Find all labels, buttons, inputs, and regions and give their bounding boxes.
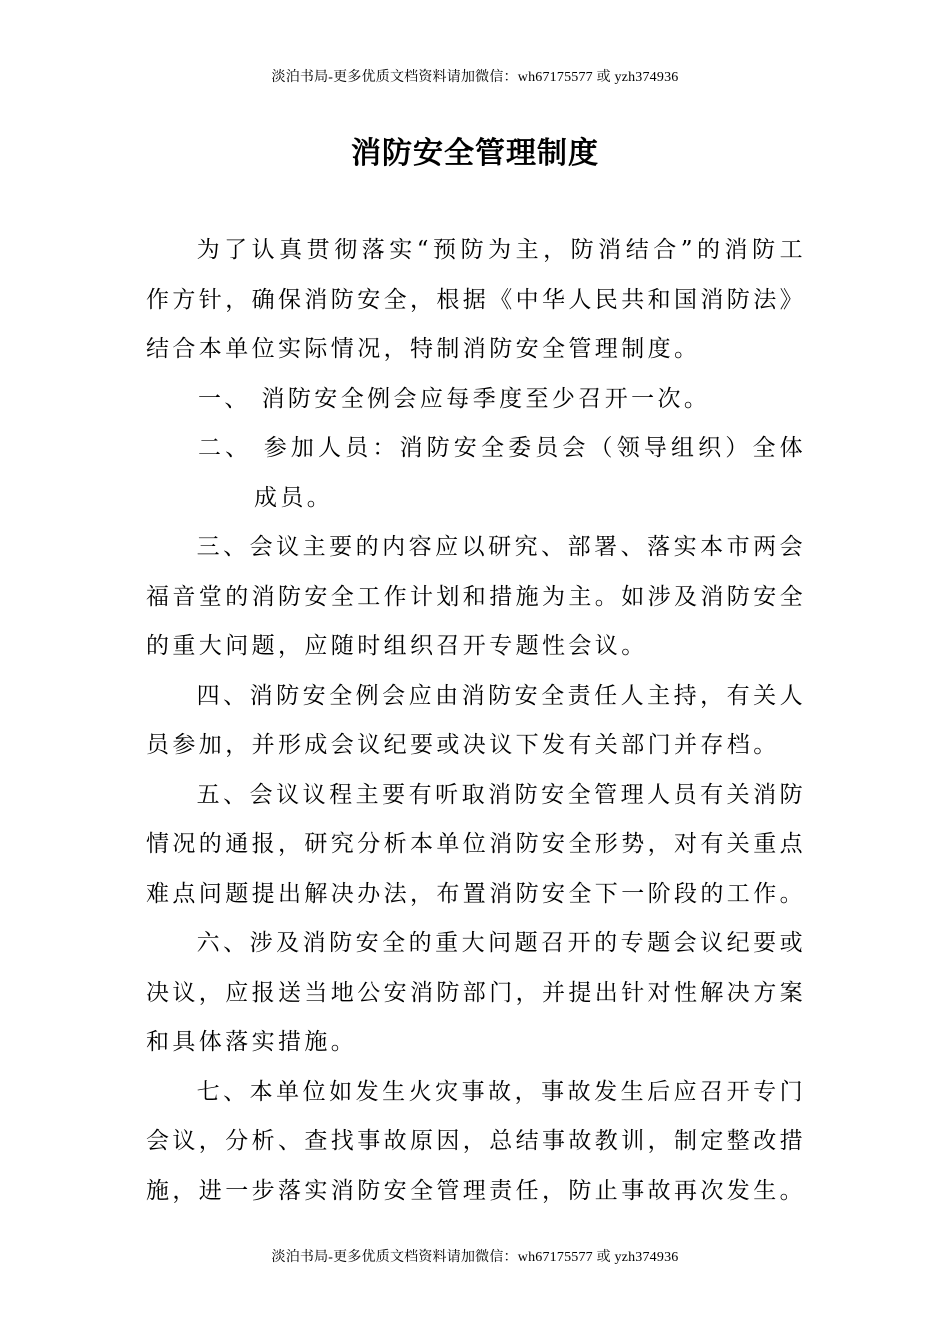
document-body [146, 226, 806, 1216]
list-item-1: 一、 消防安全例会应每季度至少召开一次。 [198, 385, 711, 412]
page-header: 淡泊书局-更多优质文档资料请加微信：wh67175577 或 yzh374936 [271, 70, 679, 85]
paragraph-7: 七、本单位如发生火灾事故，事故发生后应召开专门会议，分析、查找事故原因，总结事故教训，制定整改措施，进一步落实消防安全管理责任，防止事故再次发生。 [146, 1078, 806, 1204]
paragraph-5: 五、会议议程主要有听取消防安全管理人员有关消防情况的通报，研究分析本单位消防安全形势，对有关重点难点问题提出解决办法，布置消防安全下一阶段的工作。 [146, 781, 806, 907]
paragraph-4: 四、消防安全例会应由消防安全责任人主持，有关人员参加，并形成会议纪要或决议下发有关部门并存档。 [146, 682, 806, 758]
page-footer: 淡泊书局-更多优质文档资料请加微信：wh67175577 或 yzh374936 [271, 1250, 679, 1265]
list-item-2: 二、 参加人员：消防安全委员会（领导组织）全体成员。 [198, 435, 806, 511]
intro-paragraph: 为了认真贯彻落实“预防为主，防消结合”的消防工作方针，确保消防安全，根据《中华人民共和国消防法》结合本单位实际情况，特制消防安全管理制度。 [146, 237, 806, 362]
paragraph-3: 三、会议主要的内容应以研究、部署、落实本市两会福音堂的消防安全工作计划和措施为主。如涉及消防安全的重大问题，应随时组织召开专题性会议。 [146, 534, 806, 659]
document-title: 消防安全管理制度 [351, 136, 599, 171]
paragraph-6: 六、涉及消防安全的重大问题召开的专题会议纪要或决议，应报送当地公安消防部门，并提出针对性解决方案和具体落实措施。 [146, 930, 806, 1055]
